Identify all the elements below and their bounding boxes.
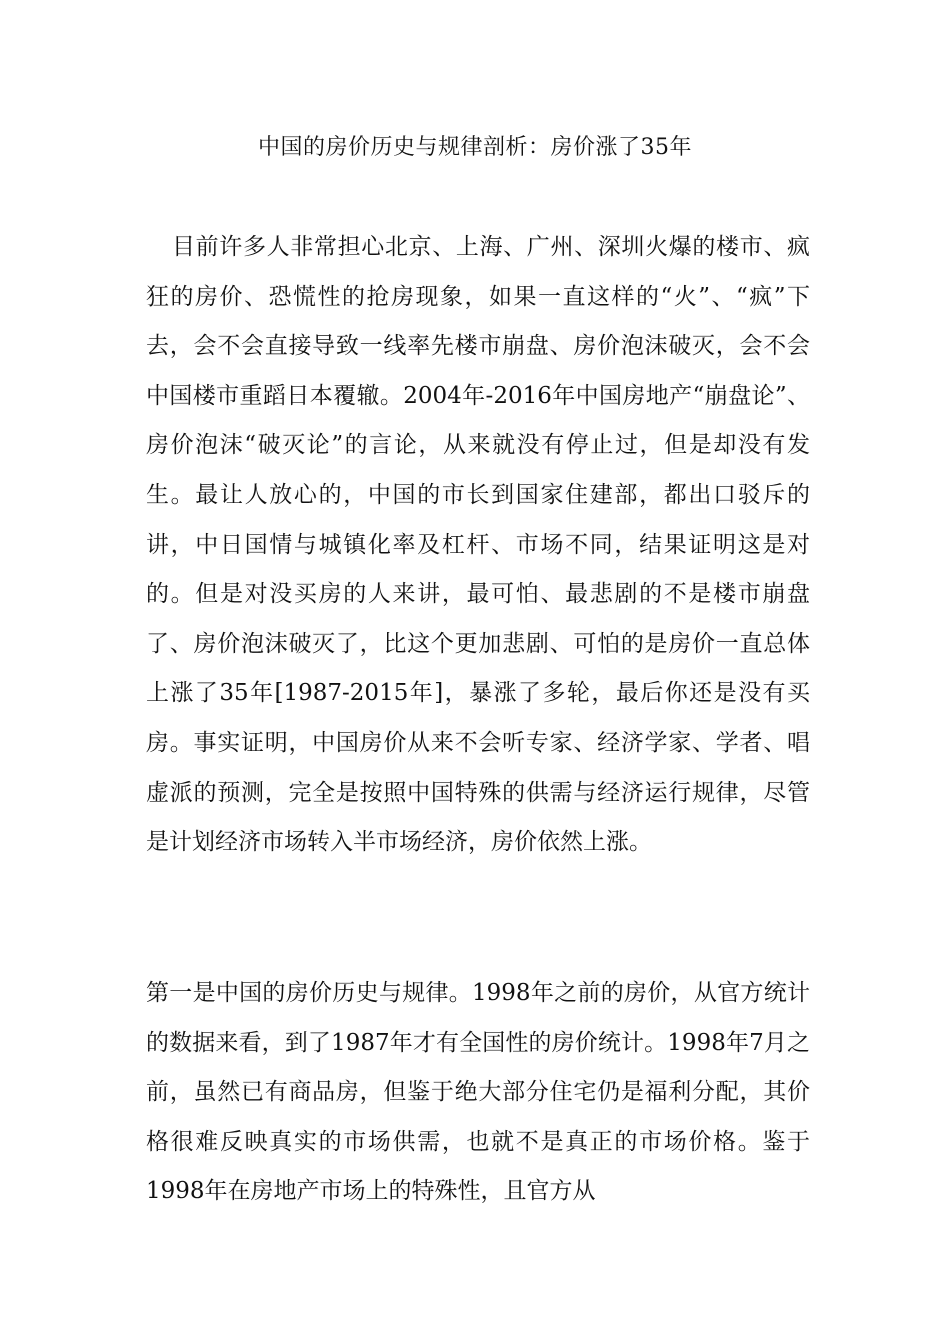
document-title: 中国的房价历史与规律剖析：房价涨了35年 (258, 135, 692, 160)
body-paragraph-1: 目前许多人非常担心北京、上海、广州、深圳火爆的楼市、疯狂的房价、恐慌性的抢房现象，如果一直这样的“火”、“疯”下去，会不会直接导致一线率先楼市崩盘、房价泡沫破灭，会不会中国楼市重蹈日本覆辙。2004年-2016年中国房地产“崩盘论”、房价泡沫“破灭论”的言论，从来就没有停止过，但是却没有发生。最让人放心的，中国的市长到国家住建部，都出口驳斥的讲，中日国情与城镇化率及杠杆、市场不同，结果证明这是对的。但是对没买房的人来讲，最可怕、最悲剧的不是楼市崩盘了、房价泡沫破灭了，比这个更加悲剧、可怕的是房价一直总体上涨了35年[1987-2015年]，暴涨了多轮，最后你还是没有买房。事实证明，中国房价从来不会听专家、经济学家、学者、唱虚派的预测，完全是按照中国特殊的供需与经济运行规律，尽管是计划经济市场转入半市场经济，房价依然上涨。 (146, 234, 810, 856)
body-paragraph-2: 第一是中国的房价历史与规律。1998年之前的房价，从官方统计的数据来看，到了1987年才有全国性的房价统计。1998年7月之前，虽然已有商品房，但鉴于绝大部分住宅仍是福利分配，其价格很难反映真实的市场供需，也就不是真正的市场价格。鉴于1998年在房地产市场上的特殊性，且官方从 (146, 980, 810, 1205)
